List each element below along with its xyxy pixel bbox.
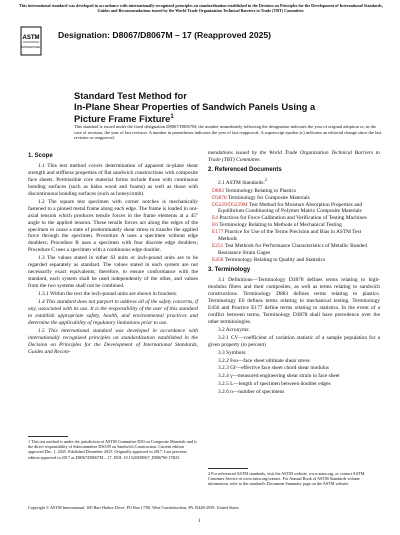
- ref-link[interactable]: E456: [212, 257, 224, 264]
- footnote-divider: [208, 468, 248, 469]
- symbol-item: 3.2.5 L—length of specimen between doubler edges: [218, 381, 331, 388]
- left-column: [28, 150, 198, 357]
- title-line-2: In-Plane Shear Properties of Sandwich Panels Using a: [74, 101, 316, 112]
- para-1-3: 1.3 The values stated in either SI units or inch-pound units are to be regarded separately as standard. The values stated in each system are not necessarily exact equivalents; therefore, to ensure conformance with the standard, each system shall be used independently of the other, and values from the two systems shall not be combined.: [28, 255, 198, 290]
- para-3-1: 3.1 Definitions—Terminology D3878 defines terms relating to high-modulus fibers and their composites, as well as terms relating to sandwich constructions. Terminology D883 defines terms relating to plastics. Terminology E6 defines terms relating to mechanical testing. Terminology E456 and Practice E177 define terms relating to statistics. In the event of a conflict between terms, Terminology D3878 shall have precedence over the other terminologies.: [208, 277, 380, 325]
- scope-heading: 1. Scope: [28, 153, 53, 159]
- document-title: [74, 90, 354, 124]
- ref-link[interactable]: E4: [212, 215, 218, 222]
- ref-link[interactable]: D3878: [212, 194, 227, 201]
- title-line-1: Standard Test Method for: [74, 90, 187, 101]
- ref-title: Terminology for Composite Materials: [227, 194, 310, 201]
- para-1-1: 1.1 This test method covers determination of apparent in-plane shear strength and stiffness properties of flat sandwich constructions with composite face sheets. Permissible core material forms include those with continuous bonding surfaces (such as balsa wood and foams) as well as those with discontinuous bonding surfaces (such as honeycomb).: [28, 162, 198, 197]
- designation: Designation: D8067/D8067M – 17 (Reapproved 2025): [58, 30, 272, 40]
- para-1-3-1: 1.3.1 Within the text the inch-pound units are shown in brackets.: [38, 291, 178, 298]
- para-3-2-1: 3.2.1 CV—coefficient of variation statistic of a sample population for a given property (in percent): [208, 334, 380, 348]
- footnote-2-text: 2 For referenced ASTM standards, visit the ASTM website, www.astm.org, or contact ASTM Customer Service at www.astm.org/contact. For Annual Book of ASTM Standards volume information, refer to the standard's Document Summary page on the ASTM website.: [208, 471, 365, 487]
- page-number: 1: [198, 519, 201, 524]
- footnote-1: [28, 436, 198, 460]
- footnote-divider: [28, 436, 68, 437]
- astm-standards-footnote-marker: 2: [264, 176, 267, 182]
- footnote-1-text: 1 This test method is under the jurisdiction of ASTM Committee D30 on Composite Materials and is the direct responsibility of Subcommittee D30.09 on Sandwich Construction. Current edition approved Dec. 1, 2025. Published December 2025. Originally approved in 2017. Last previous edition approved in 2017 as D8067/D8067M – 17. DOI: 10.1520/D8067_D8067M-17R25.: [28, 439, 197, 460]
- para-1-5-continued: mendations issued by the World Trade Organization Technical Barriers to Trade (TBT) Committee.: [208, 150, 380, 163]
- ref-title: Terminology Relating to Methods of Mechanical Testing: [219, 222, 342, 229]
- ref-title: Terminology Relating to Plastics: [225, 187, 296, 194]
- para-3-3: 3.3 Symbols:: [218, 349, 247, 356]
- ref-title: Practice for Use of the Terms Precision and Bias in ASTM Test Methods: [218, 229, 362, 243]
- para-3-2: 3.2 Acronyms:: [218, 326, 250, 333]
- ref-link[interactable]: E177: [212, 229, 224, 236]
- para-1-2: 1.2 The square test specimen with corner notches is mechanically fastened to a pinned metal frame along each edge. The frame is loaded in uni-axial tension which produces tensile forces in the frame elements at a 45° angle to the applied tension. These tensile forces act along the edges of the specimen to cause a state of predominately shear stress to transfer the applied force through the specimen. Procedure A uses a specimen without edge doublers; Procedure B uses a specimen with four discrete edge doublers; Procedure C uses a specimen with a continuous edge doubler.: [28, 198, 198, 254]
- ref-title: Test Method for Moisture Absorption Properties and Equilibrium Conditioning of Polymer Matrix Composite Materials: [218, 201, 363, 215]
- symbol-item: 3.2.3 Gf—effective face sheet chord shear modulus: [218, 365, 329, 372]
- ref-link[interactable]: D5229/D5229M: [212, 201, 248, 208]
- para-1-4: 1.4 This standard does not purport to address all of the safety concerns, if any, associated with its use. It is the responsibility of the user of this standard to establish appropriate safety, health, and environmental practices and determine the applicability of regulatory limitations prior to use.: [28, 299, 198, 326]
- astm-standards-label: 2.1 ASTM Standards:: [218, 179, 265, 186]
- ref-link[interactable]: D883: [212, 187, 224, 194]
- title-footnote-marker: 1: [170, 114, 174, 120]
- ref-title: Terminology Relating to Quality and Statistics: [224, 257, 326, 264]
- referenced-documents-heading: 2. Referenced Documents: [208, 166, 282, 173]
- ref-title: Practices for Force Calibration and Verification of Testing Machines: [219, 215, 367, 222]
- ref-link[interactable]: E251: [212, 243, 224, 250]
- astm-logo-icon: [20, 26, 42, 56]
- para-1-5: 1.5 This international standard was developed in accordance with internationally recognized principles on standardization established in the Decision on Principles for the Development of International Standards, Guides and Recom-: [28, 327, 198, 355]
- symbol-item: 3.2.6 n—number of specimens: [218, 389, 285, 396]
- right-column: [208, 150, 380, 397]
- svg-text:INTERNATIONAL: INTERNATIONAL: [21, 46, 41, 49]
- ref-title: Test Methods for Performance Characteristics of Metallic Bonded Resistance Strain Gages: [218, 243, 367, 257]
- svg-text:ASTM: ASTM: [22, 35, 40, 41]
- symbol-item: 3.2.4 γ—measured engineering shear strain in face sheet: [218, 373, 340, 380]
- ref-link[interactable]: E6: [212, 222, 218, 229]
- symbol-item: 3.2.2 Fsu—face sheet ultimate shear stress: [218, 357, 310, 364]
- copyright-line: Copyright © ASTM International, 100 Barr Harbor Drive, PO Box C700, West Conshohocken, PA 19428-2959. United States: [28, 505, 239, 510]
- standard-issue-note: This standard is issued under the fixed designation D8067/D8067M; the number immediately following the designation indicates the year of original adoption or, in the case of revision, the year of last revision. A number in parentheses indicates the year of last reapproval. A superscript epsilon (ε) indicates an editorial change since the last revision or reapproval.: [74, 124, 382, 140]
- title-line-3: Picture Frame Fixture: [74, 113, 171, 125]
- wto-notice: This international standard was developed in accordance with internationally recognized principles on standardization established in the Decision on Principles for the Development of International Standards, Guides and Recommendations issued by the World Trade Organization Technical Barriers to Trade (TBT) Committee.: [19, 3, 383, 13]
- footnote-2: [208, 468, 380, 487]
- terminology-heading: 3. Terminology: [208, 267, 251, 274]
